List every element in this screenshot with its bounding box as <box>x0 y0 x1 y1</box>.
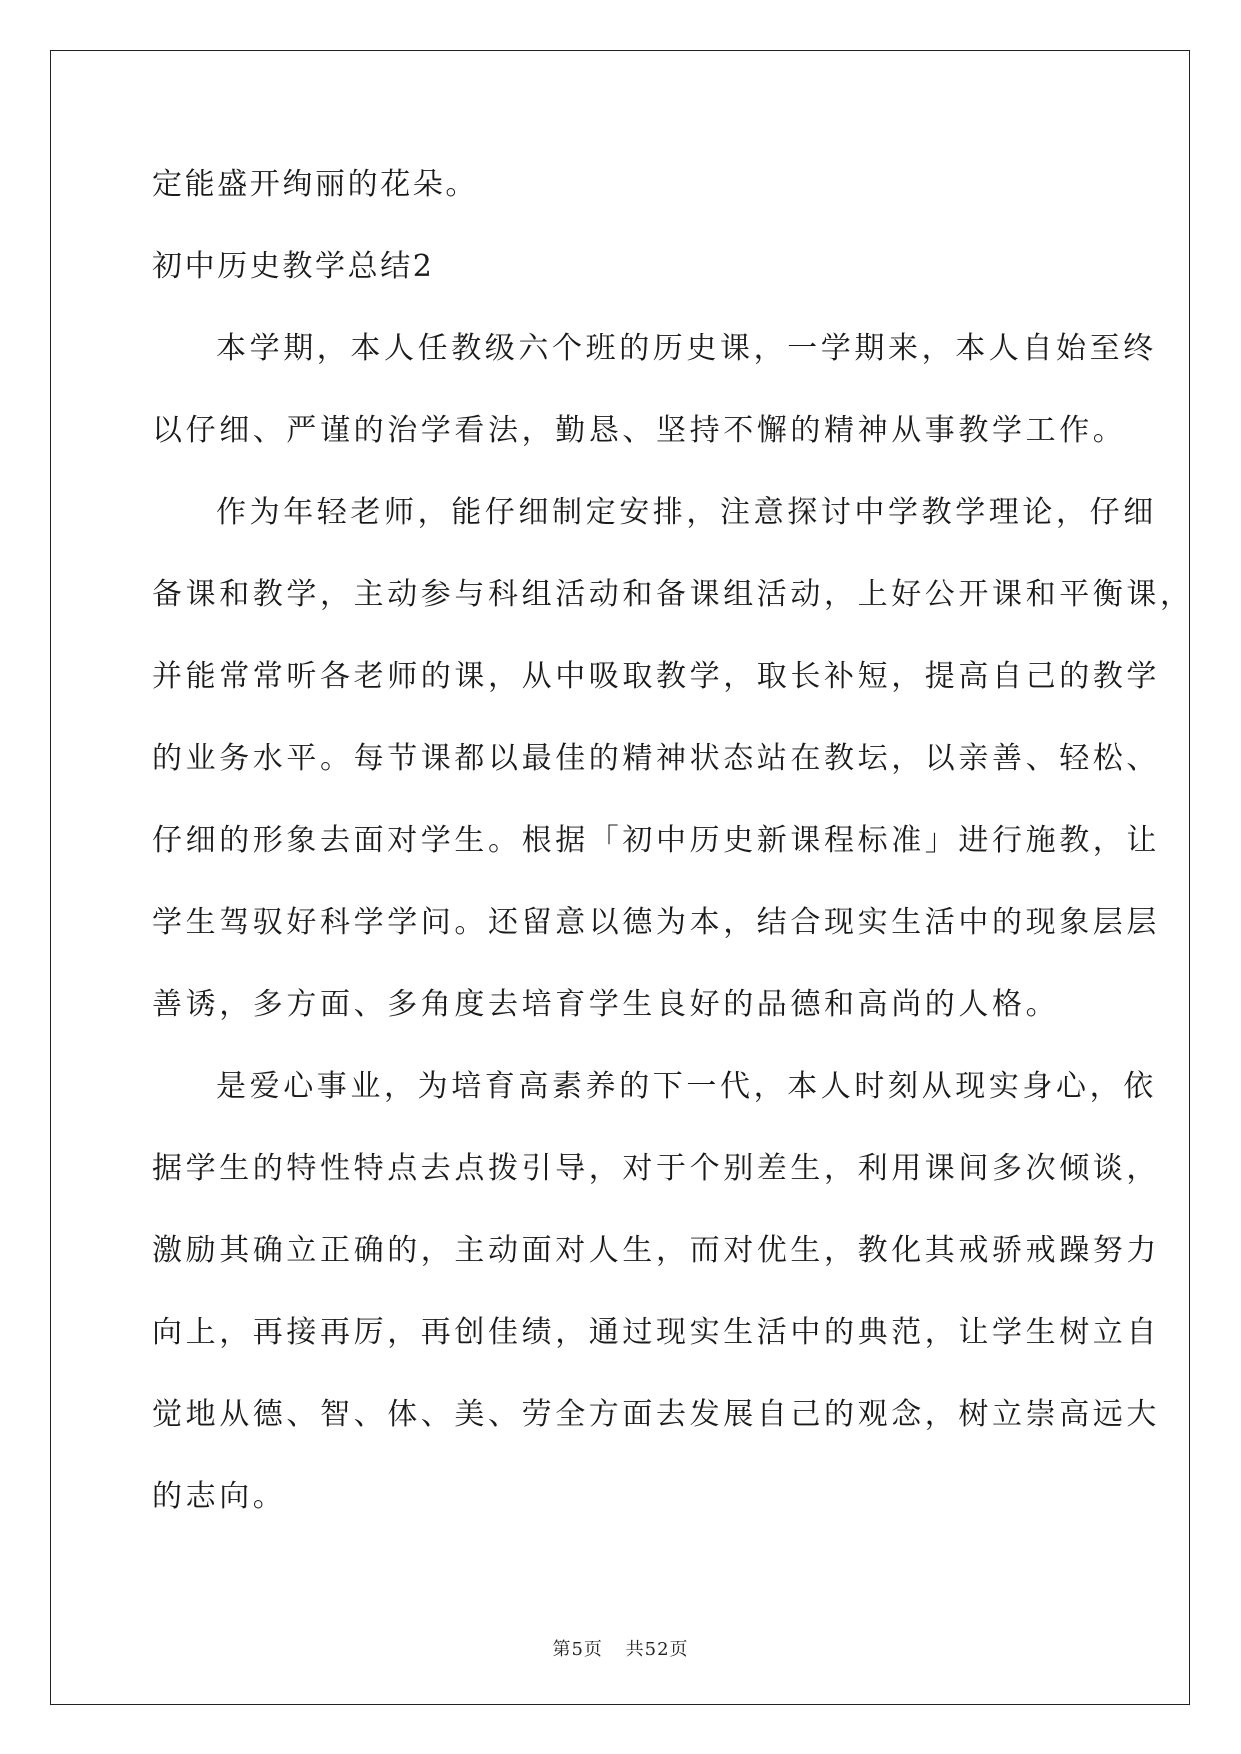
page-number: 第5页 <box>552 1639 603 1660</box>
paragraph-3 <box>152 1067 1160 1559</box>
paragraph-line: 激励其确立正确的，主动面对人生，而对优生，教化其戒骄戒躁努力 <box>152 1233 1160 1268</box>
paragraph-line: 向上，再接再厉，再创佳绩，通过现实生活中的典范，让学生树立自 <box>152 1315 1160 1350</box>
page-total: 共52页 <box>625 1639 689 1660</box>
paragraph-2 <box>152 493 1194 1067</box>
paragraph-line: 以仔细、严谨的治学看法，勤恳、坚持不懈的精神从事教学工作。 <box>152 413 1127 448</box>
paragraph-line: 本学期，本人任教级六个班的历史课，一学期来，本人自始至终 <box>216 331 1157 366</box>
paragraph-line: 善诱，多方面、多角度去培育学生良好的品德和高尚的人格。 <box>152 987 1060 1022</box>
paragraph-line: 学生驾驭好科学学问。还留意以德为本，结合现实生活中的现象层层 <box>152 905 1160 940</box>
paragraph-line: 仔细的形象去面对学生。根据「初中历史新课程标准」进行施教，让 <box>152 823 1160 858</box>
paragraph-1 <box>152 329 1157 493</box>
page-footer <box>0 1638 1241 1662</box>
paragraph-line: 备课和教学，主动参与科组活动和备课组活动，上好公开课和平衡课， <box>152 577 1194 612</box>
document-body <box>152 165 1194 1559</box>
section-title: 初中历史教学总结2 <box>152 249 435 284</box>
paragraph-line: 是爱心事业，为培育高素养的下一代，本人时刻从现实身心，依 <box>216 1069 1157 1104</box>
paragraph-line: 觉地从德、智、体、美、劳全方面去发展自己的观念，树立崇高远大 <box>152 1397 1160 1432</box>
paragraph-line: 的志向。 <box>152 1479 287 1514</box>
paragraph-line: 作为年轻老师，能仔细制定安排，注意探讨中学教学理论，仔细 <box>216 495 1157 530</box>
paragraph-line: 的业务水平。每节课都以最佳的精神状态站在教坛，以亲善、轻松、 <box>152 741 1160 776</box>
paragraph-line: 据学生的特性特点去点拨引导，对于个别差生，利用课间多次倾谈， <box>152 1151 1160 1186</box>
paragraph-line: 并能常常听各老师的课，从中吸取教学，取长补短，提高自己的教学 <box>152 659 1160 694</box>
opening-line: 定能盛开绚丽的花朵。 <box>152 167 478 202</box>
